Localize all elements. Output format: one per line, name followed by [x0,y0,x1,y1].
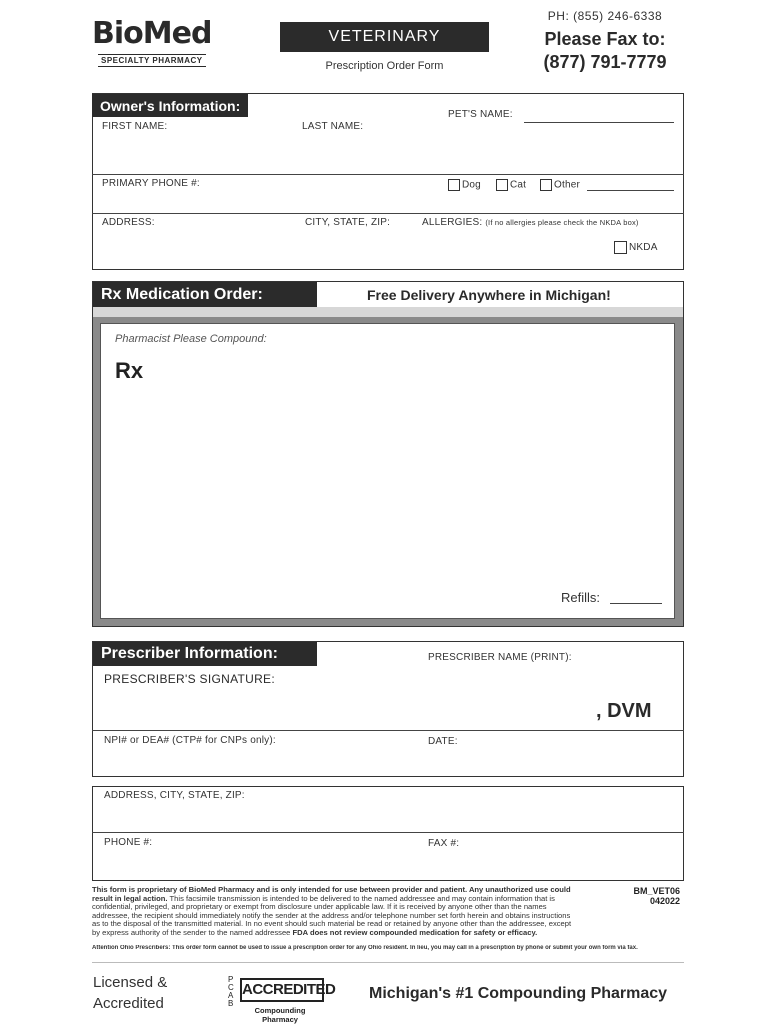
other-label: Other [554,179,581,191]
last-name-field[interactable] [300,133,430,171]
prescriber-divider [92,730,684,731]
owner-divider-2 [92,213,684,214]
prescriber-phone-field[interactable] [100,850,410,878]
category-banner: VETERINARY [280,22,489,52]
prescriber-fax-field[interactable] [426,850,676,878]
ohio-notice: Attention Ohio Prescribers: This order form cannot be used to issue a prescription order for any Ohio resident. In lieu, you may call in a prescription by phone or submit your own form via fax. [92,945,638,951]
form-date: 042022 [649,896,680,906]
fax-number: (877) 791-7779 [543,52,667,72]
disclaimer [92,886,574,938]
compound-label: Pharmacist Please Compound: [115,333,267,345]
disclaimer-bold: This form is proprietary of BioMed Pharmacy and is only intended for use between provider and patient. Any unauthorized use could result in legal action. [92,885,571,903]
other-field[interactable] [587,190,674,191]
tagline: Michigan's #1 Compounding Pharmacy [369,985,668,1002]
owner-tab: Owner's Information: [92,94,248,117]
prescriber-phone-label: PHONE #: [104,837,153,848]
disclaimer-body: This facsimile transmission is intended to be delivered to the named addressee and may contain information that is confidential, privileged, and proprietary or exempt from disclosure under applicable law. If it is received by anyone other than the names addressee, the recipient should immediately notify the sender at the address and/or telephone number set forth herein and obtains instructions as to the disposal of the transmitted material. In no event should such material be read or retained by anyone other than the addressee, except by express authority of the sender to the named addressee [92,893,572,937]
logo-subtitle: SPECIALTY PHARMACY [98,54,206,67]
signature-label: PRESCRIBER'S SIGNATURE: [104,672,275,686]
form-title: Prescription Order Form [325,60,444,72]
city-state-zip-label: CITY, STATE, ZIP: [305,217,391,228]
dvm-suffix: , DVM [596,700,652,722]
primary-phone-label: PRIMARY PHONE #: [102,178,200,189]
prescriber-address-field[interactable] [100,802,675,830]
licensed-label: Licensed & [93,974,168,991]
allergies-label [422,217,639,228]
other-option[interactable] [540,179,580,191]
last-name-label: LAST NAME: [302,121,364,132]
contact-divider [92,832,684,833]
nkda-label: NKDA [629,242,658,254]
nkda-option[interactable] [614,241,658,254]
compounding-pharmacy-label: Compounding Pharmacy [254,1006,306,1024]
pcab-letters: PCAB [228,975,234,1008]
biomed-logo: BioMed [92,16,212,51]
pet-name-label: PET'S NAME: [448,109,513,120]
signature-field[interactable] [100,688,590,728]
fax-label: Please Fax to: [544,29,666,49]
dog-option[interactable] [448,179,481,191]
primary-phone-field[interactable] [100,190,430,212]
pcab-logo [228,975,336,1024]
dog-label: Dog [462,179,481,191]
phone-number: PH: (855) 246-6338 [547,9,663,23]
prescriber-tab: Prescriber Information: [93,642,317,666]
rx-symbol: Rx [115,358,144,383]
npi-dea-label: NPI# or DEA# (CTP# for CNPs only): [104,735,276,746]
allergies-note: (If no allergies please check the NKDA box) [485,218,639,227]
cat-label: Cat [510,179,527,191]
address-field[interactable] [100,229,295,265]
prescriber-name-label: PRESCRIBER NAME (PRINT): [428,652,572,663]
prescriber-fax-label: FAX #: [428,838,460,849]
date-field[interactable] [426,748,676,774]
cat-option[interactable] [496,179,526,191]
accredited-label: Accredited [93,995,164,1012]
accredited-badge: ACCREDITED [240,978,324,1002]
dog-checkbox[interactable] [448,179,460,191]
other-checkbox[interactable] [540,179,552,191]
allergies-field[interactable] [420,229,600,265]
first-name-field[interactable] [100,133,290,171]
refills-label: Refills: [561,590,601,605]
city-state-zip-field[interactable] [303,229,413,265]
medication-gray-band [93,307,683,317]
prescriber-address-label: ADDRESS, CITY, STATE, ZIP: [104,790,245,801]
refills-field[interactable] [610,603,662,604]
owner-divider-1 [92,174,684,175]
nkda-checkbox[interactable] [614,241,627,254]
allergies-title: ALLERGIES: [422,217,483,228]
cat-checkbox[interactable] [496,179,508,191]
footer-divider [92,962,684,963]
date-label: DATE: [428,736,458,747]
npi-dea-field[interactable] [100,748,410,774]
first-name-label: FIRST NAME: [102,121,168,132]
pet-name-field[interactable] [524,122,674,135]
medication-tab: Rx Medication Order: [93,282,317,307]
delivery-banner: Free Delivery Anywhere in Michigan! [367,287,611,303]
address-label: ADDRESS: [102,217,155,228]
disclaimer-fda: FDA does not review compounded medication for safety or efficacy. [292,927,538,937]
prescription-area[interactable] [100,323,675,619]
form-code: BM_VET06 [633,886,680,896]
